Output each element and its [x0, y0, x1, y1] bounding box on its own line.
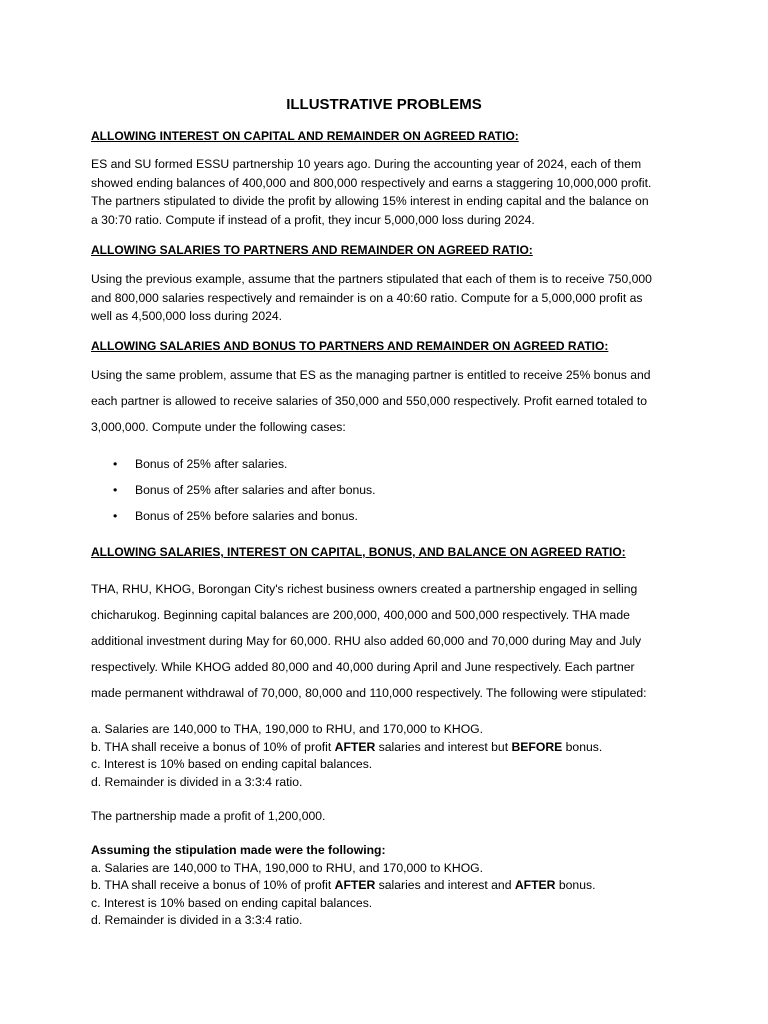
alternative-stipulations: [91, 842, 691, 930]
alt-stipulation-b: [91, 877, 691, 895]
bullet-icon: •: [113, 483, 118, 497]
paragraph-line: Using the previous example, assume that the partners stipulated that each of them is to receive 750,000: [91, 272, 652, 286]
section2-heading: ALLOWING SALARIES TO PARTNERS AND REMAINDER ON AGREED RATIO:: [91, 243, 533, 257]
paragraph-line: well as 4,500,000 loss during 2024.: [91, 309, 283, 324]
paragraph-line: and 800,000 salaries respectively and remainder is on a 40:60 ratio. Compute for a 5,000,000 profit as: [91, 290, 643, 305]
profit-statement: The partnership made a profit of 1,200,000.: [91, 809, 326, 823]
paragraph-line: a 30:70 ratio. Compute if instead of a profit, they incur 5,000,000 loss during 2024.: [91, 213, 535, 228]
emphasis-text: BEFORE: [511, 739, 563, 754]
list-item: [91, 480, 376, 506]
paragraph-line: showed ending balances of 400,000 and 800,000 respectively and earns a staggering 10,000,000 profit.: [91, 175, 652, 190]
paragraph-line: additional investment during May for 60,000. RHU also added 60,000 and 70,000 during May and July: [91, 634, 642, 648]
paragraph-line: The partners stipulated to divide the profit by allowing 15% interest in ending capital and the balance on: [91, 194, 649, 209]
stipulations-list: [91, 721, 691, 791]
paragraph-line: 3,000,000. Compute under the following cases:: [91, 420, 346, 434]
bullet-icon: •: [113, 457, 118, 471]
section4-heading: ALLOWING SALARIES, INTEREST ON CAPITAL, BONUS, AND BALANCE ON AGREED RATIO:: [91, 545, 626, 559]
list-item: [91, 506, 376, 532]
alt-stipulation-heading: Assuming the stipulation made were the following:: [91, 843, 386, 857]
stipulation-text: b. THA shall receive a bonus of 10% of profit: [91, 878, 335, 892]
alt-stipulation-d: d. Remainder is divided in a 3:3:4 ratio.: [91, 913, 303, 927]
section3-paragraph: [91, 362, 691, 440]
bonus-cases-list: [91, 454, 376, 532]
paragraph-line: THA, RHU, KHOG, Borongan City's richest business owners created a partnership engaged in selling: [91, 582, 638, 596]
page-title: ILLUSTRATIVE PROBLEMS: [286, 96, 482, 113]
emphasis-text: AFTER: [334, 878, 376, 892]
paragraph-line: each partner is allowed to receive salaries of 350,000 and 550,000 respectively. Profit earned totaled to: [91, 394, 648, 408]
section1-heading: ALLOWING INTEREST ON CAPITAL AND REMAINDER ON AGREED RATIO:: [91, 129, 519, 143]
stipulation-text: bonus.: [555, 878, 596, 892]
paragraph-line: chicharukog. Beginning capital balances are 200,000, 400,000 and 500,000 respectively. THA made: [91, 608, 630, 622]
list-item-text: Bonus of 25% before salaries and bonus.: [135, 509, 358, 523]
section2-paragraph: [91, 270, 691, 326]
alt-stipulation-a: a. Salaries are 140,000 to THA, 190,000 to RHU, and 170,000 to KHOG.: [91, 860, 484, 875]
list-item-text: Bonus of 25% after salaries and after bonus.: [135, 483, 376, 497]
alt-stipulation-c: c. Interest is 10% based on ending capital balances.: [91, 895, 373, 910]
emphasis-text: AFTER: [334, 739, 376, 754]
section3-heading: ALLOWING SALARIES AND BONUS TO PARTNERS AND REMAINDER ON AGREED RATIO:: [91, 339, 609, 353]
list-item-text: Bonus of 25% after salaries.: [135, 457, 288, 471]
stipulation-a: a. Salaries are 140,000 to THA, 190,000 to RHU, and 170,000 to KHOG.: [91, 722, 484, 736]
paragraph-line: Using the same problem, assume that ES as the managing partner is entitled to receive 25% bonus and: [91, 368, 651, 382]
stipulation-text: bonus.: [562, 739, 603, 754]
section4-paragraph: [91, 576, 691, 706]
stipulation-c: c. Interest is 10% based on ending capital balances.: [91, 757, 373, 771]
stipulation-text: salaries and interest and: [375, 878, 515, 892]
stipulation-b: [91, 739, 691, 757]
stipulation-d: d. Remainder is divided in a 3:3:4 ratio.: [91, 774, 303, 789]
paragraph-line: made permanent withdrawal of 70,000, 80,000 and 110,000 respectively. The following were stipulated:: [91, 686, 647, 700]
paragraph-line: respectively. While KHOG added 80,000 and 40,000 during April and June respectively. Each partner: [91, 660, 635, 674]
list-item: [91, 454, 376, 480]
stipulation-text: b. THA shall receive a bonus of 10% of profit: [91, 739, 335, 754]
stipulation-text: salaries and interest but: [375, 739, 512, 754]
emphasis-text: AFTER: [514, 878, 556, 892]
paragraph-line: ES and SU formed ESSU partnership 10 years ago. During the accounting year of 2024, each of them: [91, 157, 642, 171]
bullet-icon: •: [113, 509, 118, 523]
section1-paragraph: [91, 155, 691, 230]
